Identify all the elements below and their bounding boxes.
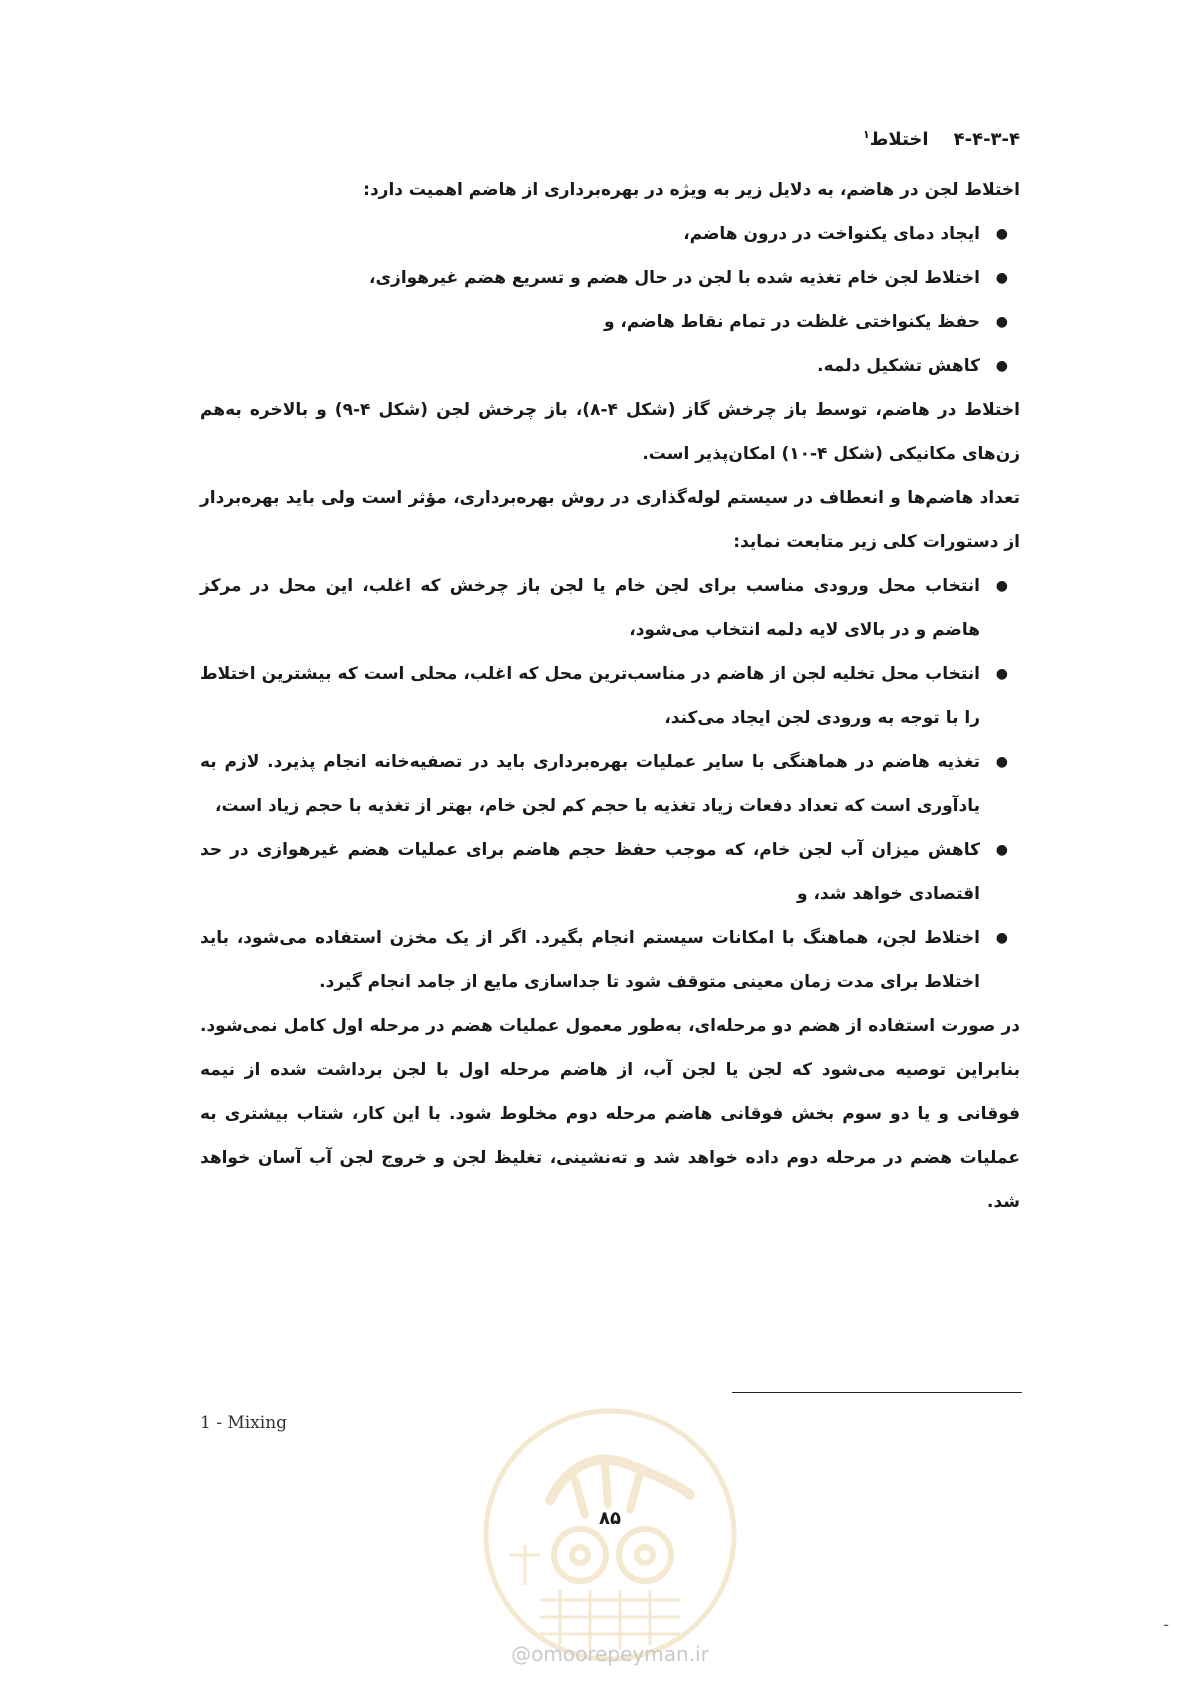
page-number: ۸۵ [599,1508,621,1529]
list-item [200,300,1020,344]
bullet-icon: ● [995,226,1008,242]
methods-paragraph: اختلاط در هاضم، توسط باز چرخش گاز (شکل ۴-۸)، باز چرخش لجن (شکل ۴-۹) و بالاخره به‌هم زن‌های مکانیکی (شکل ۴-۱۰) امکان‌پذیر است. [200,400,1021,464]
list-item [200,828,1020,916]
watermark-logo-lettering [550,1460,690,1500]
two-stage-paragraph: در صورت استفاده از هضم دو مرحله‌ای، به‌طور معمول عملیات هضم در مرحله اول کامل نمی‌شود. بنابراین توصیه می‌شود که لجن یا لجن آب، از هاضم مرحله اول با لجن برداشت شده از نیمه فوقانی و یا دو سوم بخش فوقانی هاضم مرحله دوم مخلوط شود. با این کار، شتاب بیشتری به عملیات هضم در مرحله دوم داده خواهد شد و ته‌نشینی، تغلیظ لجن و خروج لجن آب آسان خواهد شد. [200,1016,1020,1212]
watermark-logo [480,1405,740,1665]
list-item [200,740,1020,828]
main-text [200,128,1020,1224]
reasons-list [200,212,1020,388]
watermark-ring [486,1411,734,1659]
guidelines-list [200,564,1020,1004]
list-item-text: انتخاب محل ورودی مناسب برای لجن خام یا لجن باز چرخش که اغلب، این محل در مرکز هاضم و در بالای لایه دلمه انتخاب می‌شود، [200,576,980,640]
list-item [200,564,1020,652]
bullet-icon: ● [995,358,1008,374]
scales-icon [510,1545,540,1585]
list-item-text: کاهش میزان آب لجن خام، که موجب حفظ حجم هاضم برای عملیات هضم غیرهوازی در حد اقتصادی خواهد شد، و [200,840,980,904]
list-item-text: تغذیه هاضم در هماهنگی با سایر عملیات بهره‌برداری باید در تصفیه‌خانه انجام پذیرد. لازم به یادآوری است که تعداد دفعات زیاد تغذیه با حجم کم لجن خام، بهتر از تغذیه با حجم زیاد است، [200,752,980,816]
bullet-icon: ● [995,270,1008,286]
list-item [200,212,1020,256]
list-item-text: اختلاط لجن، هماهنگ با امکانات سیستم انجام بگیرد. اگر از یک مخزن استفاده می‌شود، باید اختلاط برای مدت زمان معینی متوقف شود تا جداسازی مایع از جامد انجام گیرد. [200,928,980,992]
list-item [200,344,1020,388]
section-number: ۴-۴-۳-۴ [953,129,1020,150]
watermark-url: @omoorepeyman.ir [511,1642,709,1666]
list-item-text: اختلاط لجن خام تغذیه شده با لجن در حال هضم و تسریع هضم غیرهوازی، [369,268,980,288]
footnote-ref: ۱ [862,128,870,141]
guidelines-paragraph: تعداد هاضم‌ها و انعطاف در سیستم لوله‌گذاری در روش بهره‌برداری، مؤثر است ولی باید بهره‌بردار از دستورات کلی زیر متابعت نماید: [200,488,1020,552]
bullet-icon: ● [995,754,1008,770]
footnote: 1 - Mixing [200,1413,288,1433]
list-item-text: حفظ یکنواختی غلظت در تمام نقاط هاضم، و [603,312,980,332]
list-item [200,652,1020,740]
bullet-icon: ● [995,930,1008,946]
list-item [200,256,1020,300]
list-item-text: انتخاب محل تخلیه لجن از هاضم در مناسب‌ترین محل که اغلب، محلی است که بیشترین اختلاط را با توجه به ورودی لجن ایجاد می‌کند، [200,664,980,728]
intro-paragraph: اختلاط لجن در هاضم، به دلایل زیر به ویژه در بهره‌برداری از هاضم اهمیت دارد: [363,180,1020,200]
list-item [200,916,1020,1004]
bullet-icon: ● [995,578,1008,594]
bullet-icon: ● [995,666,1008,682]
bullet-icon: ● [995,842,1008,858]
bullet-icon: ● [995,314,1008,330]
gear-icon [554,1529,671,1581]
list-item-text: کاهش تشکیل دلمه. [817,356,980,376]
footnote-divider [732,1392,1022,1393]
grid-icon [540,1590,680,1650]
edge-mark: - [1163,1615,1169,1634]
section-heading [200,128,1020,158]
list-item-text: ایجاد دمای یکنواخت در درون هاضم، [683,224,980,244]
section-title: اختلاط [869,129,929,150]
